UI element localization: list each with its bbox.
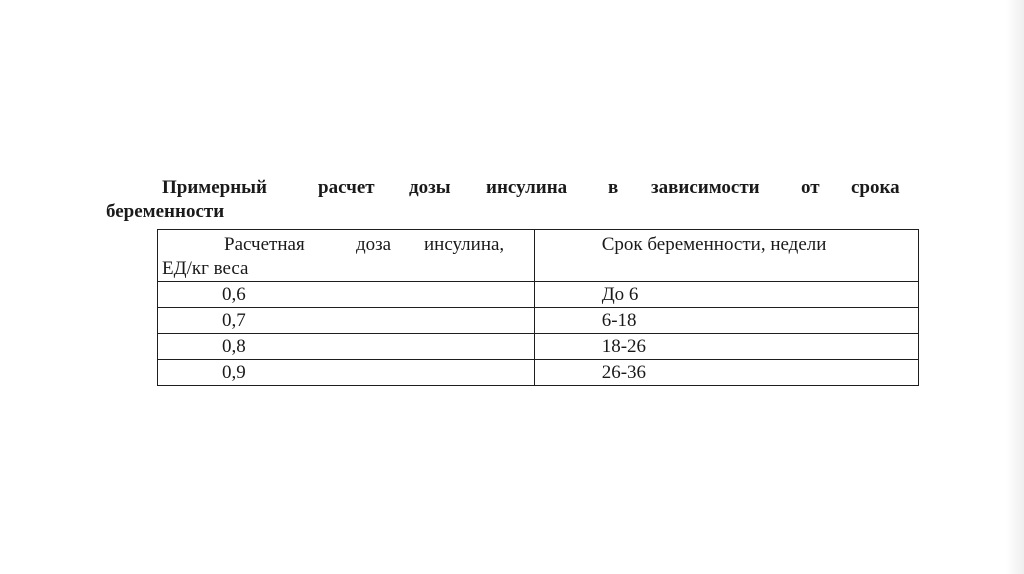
title-line-1 [106,176,911,200]
title-word: от [801,177,820,198]
title-word: в [608,177,619,198]
dose-cell [158,308,535,334]
dose-cell [158,360,535,386]
slide-edge-shadow [1006,0,1024,574]
dose-value: 0,7 [222,310,246,331]
table-header-row [158,230,919,282]
term-cell [534,282,918,308]
term-value: 18-26 [601,336,647,357]
dose-cell [158,282,535,308]
title-word: расчет [318,177,375,198]
header-word: доза [356,234,392,255]
term-value: До 6 [601,284,639,305]
insulin-dose-table [157,229,919,386]
term-cell [534,360,918,386]
header-cell-dose [158,230,535,282]
table-row [158,308,919,334]
title-line-2: беременности [106,201,225,222]
table-row [158,282,919,308]
term-cell [534,308,918,334]
title-word: зависимости [651,177,760,198]
dose-value: 0,6 [222,284,246,305]
term-value: 6-18 [601,310,637,331]
title-word: Примерный [162,177,267,198]
header-cell-term [534,230,918,282]
table-row [158,334,919,360]
document-title [106,176,911,224]
dose-value: 0,9 [222,362,246,383]
dose-cell [158,334,535,360]
term-value: 26-36 [601,362,647,383]
header-dose-line-2: ЕД/кг веса [162,258,249,279]
term-cell [534,334,918,360]
header-word: инсулина, [424,234,505,255]
header-word: Расчетная [224,234,305,255]
title-word: срока [851,177,900,198]
title-word: инсулина [486,177,568,198]
header-dose-line-1 [162,233,528,257]
title-word: дозы [409,177,451,198]
header-term-label: Срок беременности, недели [601,234,827,255]
dose-value: 0,8 [222,336,246,357]
table-row [158,360,919,386]
